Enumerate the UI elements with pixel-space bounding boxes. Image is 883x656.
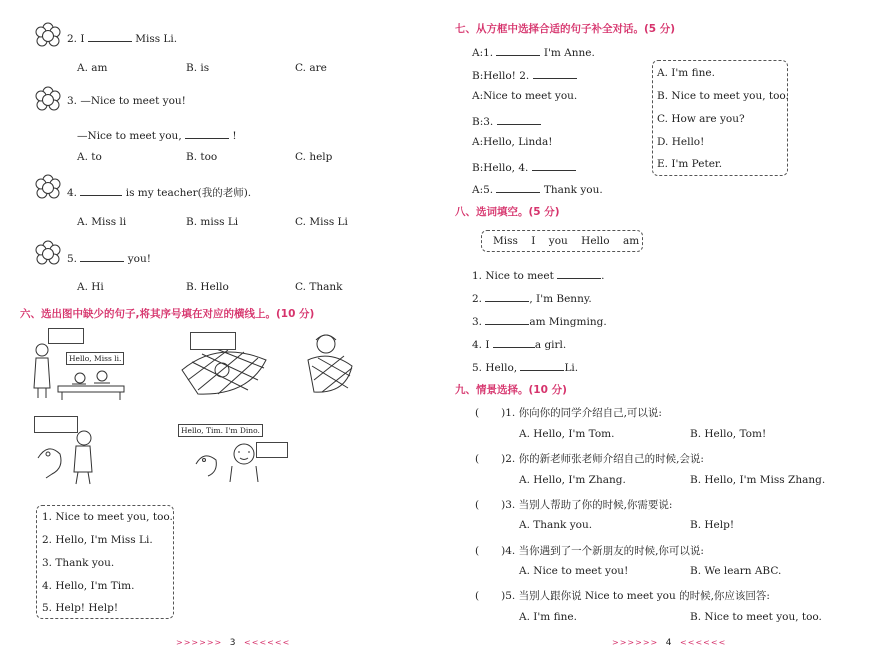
dino-and-boy-illustration xyxy=(34,428,100,486)
situation-5-open-paren: ( xyxy=(475,590,480,602)
box7-d: D. Hello! xyxy=(657,136,705,148)
dialog-6-blank[interactable] xyxy=(532,159,576,171)
section-8-title: 八、选词填空。(5 分) xyxy=(455,206,560,218)
flower-icon xyxy=(34,240,62,268)
fill-5-post: Li. xyxy=(564,362,579,374)
dialog-1-blank[interactable] xyxy=(496,44,540,56)
fill-4-post: a girl. xyxy=(534,339,567,351)
flower-icon xyxy=(34,22,62,50)
question-2 xyxy=(67,30,177,45)
situation-4 xyxy=(475,543,704,558)
section-7-title: 七、从方框中选择合适的句子补全对话。(5 分) xyxy=(455,23,676,35)
fill-1-pre: 1. Nice to meet xyxy=(472,270,554,282)
page-footer-right xyxy=(612,638,726,648)
q3-blank[interactable] xyxy=(185,127,229,139)
situation-1-open-paren: ( xyxy=(475,407,480,419)
word-box-words xyxy=(493,235,639,247)
q4-stem-post: is my teacher(我的老师). xyxy=(125,187,252,199)
footer-arrows-right: <<<<<< xyxy=(244,638,291,647)
situation-2-question: 2. 你的新老师张老师介绍自己的时候,会说: xyxy=(505,453,704,465)
word-you: you xyxy=(548,235,568,247)
situation-3-close-paren: ) xyxy=(501,499,506,511)
q3-stem2-pre: —Nice to meet you, xyxy=(77,130,182,142)
q3-stem2 xyxy=(77,127,237,142)
situation-5 xyxy=(475,588,770,603)
word-miss: Miss xyxy=(493,235,518,247)
situation-4-option-a: A. Nice to meet you! xyxy=(519,565,629,577)
dialog-4-pre: B:3. xyxy=(472,116,494,128)
fill-3-blank[interactable] xyxy=(485,313,529,325)
situation-5-close-paren: ) xyxy=(501,590,506,602)
q2-stem-post: Miss Li. xyxy=(135,33,178,45)
q3-option-c: C. help xyxy=(295,151,333,163)
question-4 xyxy=(67,184,251,200)
page-footer-left xyxy=(176,638,290,648)
q5-option-a: A. Hi xyxy=(77,281,104,293)
fill-3 xyxy=(472,313,607,328)
flower-icon xyxy=(34,174,62,202)
dialog-4-blank[interactable] xyxy=(497,113,541,125)
fill-5 xyxy=(472,359,578,374)
box7-b: B. Nice to meet you, too. xyxy=(657,90,789,102)
q4-option-b: B. miss Li xyxy=(186,216,239,228)
situation-5-question: 5. 当别人跟你说 Nice to meet you 的时候,你应该回答: xyxy=(505,590,770,602)
empty-speech-bubble[interactable] xyxy=(256,442,288,458)
fill-1-post: . xyxy=(601,270,605,282)
choice6-2: 2. Hello, I'm Miss Li. xyxy=(42,534,153,546)
dialog-line-3: A:Nice to meet you. xyxy=(472,90,578,102)
fill-2 xyxy=(472,290,592,305)
fill-1 xyxy=(472,267,605,282)
footer-arrows-right: <<<<<< xyxy=(680,638,727,647)
girl-in-net-illustration xyxy=(302,330,358,398)
box7-e: E. I'm Peter. xyxy=(657,158,723,170)
situation-4-question: 4. 当你遇到了一个新朋友的时候,你可以说: xyxy=(505,545,704,557)
q3-option-b: B. too xyxy=(186,151,218,163)
fill-2-pre: 2. xyxy=(472,293,483,305)
q4-stem-pre: 4. xyxy=(67,187,78,199)
word-hello: Hello xyxy=(581,235,610,247)
dialog-2-blank[interactable] xyxy=(533,67,577,79)
situation-2-open-paren: ( xyxy=(475,453,480,465)
situation-1-close-paren: ) xyxy=(501,407,506,419)
situation-1 xyxy=(475,405,662,420)
situation-1-option-b: B. Hello, Tom! xyxy=(690,428,767,440)
situation-1-question: 1. 你向你的同学介绍自己,可以说: xyxy=(505,407,662,419)
dialog-6-pre: B:Hello, 4. xyxy=(472,162,529,174)
section-6-title: 六、选出图中缺少的句子,将其序号填在对应的横线上。(10 分) xyxy=(20,308,315,320)
choice6-1: 1. Nice to meet you, too. xyxy=(42,511,173,523)
q2-stem-pre: 2. I xyxy=(67,33,85,45)
section-9-title: 九、情景选择。(10 分) xyxy=(455,384,567,396)
q3-option-a: A. to xyxy=(77,151,102,163)
fill-5-pre: 5. Hello, xyxy=(472,362,518,374)
dialog-line-7 xyxy=(472,181,603,196)
fill-3-pre: 3. xyxy=(472,316,483,328)
dialog-line-4 xyxy=(472,113,541,128)
q3-stem2-post: ! xyxy=(232,130,237,142)
situation-4-open-paren: ( xyxy=(475,545,480,557)
dialog-7-blank[interactable] xyxy=(496,181,540,193)
fill-1-blank[interactable] xyxy=(557,267,601,279)
fill-2-post: , I'm Benny. xyxy=(529,293,592,305)
dialog-line-2 xyxy=(472,67,577,82)
box7-c: C. How are you? xyxy=(657,113,745,125)
fill-5-blank[interactable] xyxy=(520,359,564,371)
page-number: 4 xyxy=(665,638,673,648)
situation-3-option-b: B. Help! xyxy=(690,519,735,531)
choice6-5: 5. Help! Help! xyxy=(42,602,119,614)
word-i: I xyxy=(531,235,536,247)
flower-icon xyxy=(34,86,62,114)
dialog-2-pre: B:Hello! 2. xyxy=(472,70,530,82)
dialog-line-1 xyxy=(472,44,595,59)
situation-2-option-a: A. Hello, I'm Zhang. xyxy=(519,474,626,486)
q4-option-c: C. Miss Li xyxy=(295,216,348,228)
fill-4-pre: 4. I xyxy=(472,339,490,351)
situation-2-option-b: B. Hello, I'm Miss Zhang. xyxy=(690,474,826,486)
q4-option-a: A. Miss li xyxy=(77,216,127,228)
question-5 xyxy=(67,250,151,265)
q5-stem-pre: 5. xyxy=(67,253,78,265)
dialog-7-post: Thank you. xyxy=(543,184,603,196)
q4-blank[interactable] xyxy=(80,184,122,196)
situation-3-option-a: A. Thank you. xyxy=(519,519,593,531)
speech-bubble-hello-tim: Hello, Tim. I'm Dino. xyxy=(178,424,263,437)
situation-3-open-paren: ( xyxy=(475,499,480,511)
empty-speech-bubble[interactable] xyxy=(48,328,84,344)
situation-1-option-a: A. Hello, I'm Tom. xyxy=(519,428,615,440)
situation-4-option-b: B. We learn ABC. xyxy=(690,565,782,577)
situation-3-question: 3. 当别人帮助了你的时候,你需要说: xyxy=(505,499,673,511)
dialog-1-post: I'm Anne. xyxy=(543,47,595,59)
q2-option-a: A. am xyxy=(77,62,108,74)
situation-4-close-paren: ) xyxy=(501,545,506,557)
q2-blank[interactable] xyxy=(88,30,132,42)
fill-4-blank[interactable] xyxy=(493,336,535,348)
empty-speech-bubble[interactable] xyxy=(190,332,236,350)
dialog-1-pre: A:1. xyxy=(472,47,494,59)
empty-speech-bubble[interactable] xyxy=(34,416,78,433)
dialog-line-6 xyxy=(472,159,576,174)
footer-arrows-left: >>>>>> xyxy=(176,638,223,647)
footer-arrows-left: >>>>>> xyxy=(612,638,659,647)
situation-2-close-paren: ) xyxy=(501,453,506,465)
q5-blank[interactable] xyxy=(80,250,124,262)
fill-2-blank[interactable] xyxy=(485,290,529,302)
situation-3 xyxy=(475,497,672,512)
choice6-4: 4. Hello, I'm Tim. xyxy=(42,580,135,592)
situation-2 xyxy=(475,451,704,466)
q2-option-c: C. are xyxy=(295,62,327,74)
q2-option-b: B. is xyxy=(186,62,210,74)
page-number: 3 xyxy=(229,638,237,648)
q5-option-c: C. Thank xyxy=(295,281,343,293)
word-am: am xyxy=(622,235,640,247)
q5-stem-post: you! xyxy=(127,253,151,265)
dialog-7-pre: A:5. xyxy=(472,184,494,196)
q3-stem1: 3. —Nice to meet you! xyxy=(67,95,186,107)
speech-bubble-hello-miss-li: Hello, Miss li. xyxy=(66,352,124,365)
dialog-line-5: A:Hello, Linda! xyxy=(472,136,553,148)
situation-5-option-a: A. I'm fine. xyxy=(519,611,577,623)
fill-4 xyxy=(472,336,566,351)
box7-a: A. I'm fine. xyxy=(657,67,715,79)
choice6-3: 3. Thank you. xyxy=(42,557,115,569)
fill-3-post: am Mingming. xyxy=(529,316,607,328)
situation-5-option-b: B. Nice to meet you, too. xyxy=(690,611,822,623)
q5-option-b: B. Hello xyxy=(186,281,229,293)
